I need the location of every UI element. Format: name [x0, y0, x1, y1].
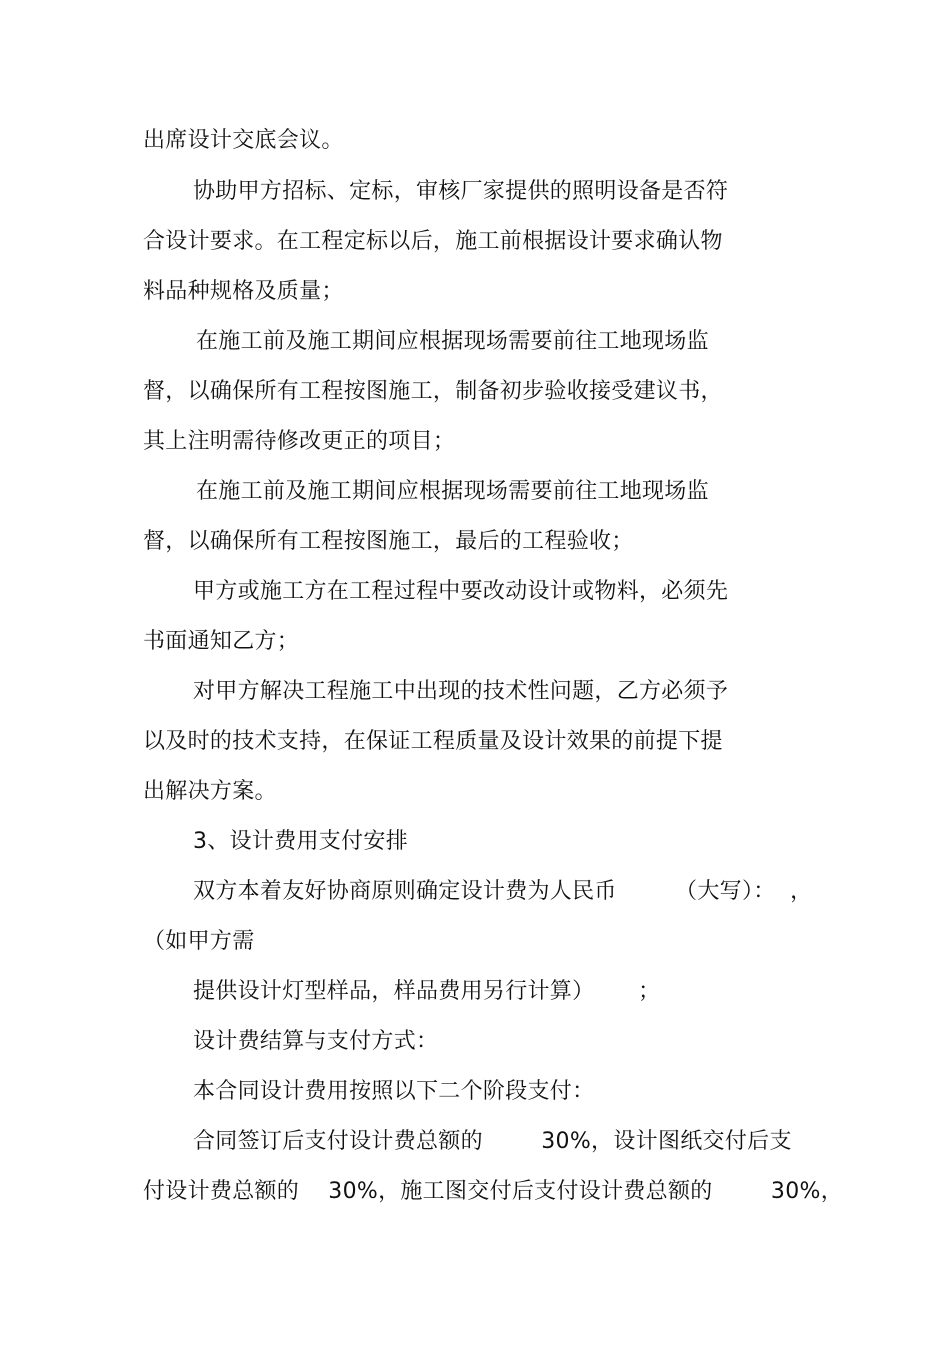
- text-line: 出解决方案。: [143, 779, 277, 804]
- section-heading: 3、设计费用支付安排: [193, 829, 408, 854]
- text-line: 其上注明需待修改更正的项目；: [143, 429, 456, 454]
- text-line: 在施工前及施工期间应根据现场需要前往工地现场监: [196, 479, 709, 504]
- text-line: 在施工前及施工期间应根据现场需要前往工地现场监: [196, 329, 709, 354]
- text-line: 督，以确保所有工程按图施工，最后的工程验收；: [143, 529, 634, 554]
- text-line: 出席设计交底会议。: [143, 128, 344, 153]
- text-line: 提供设计灯型样品，样品费用另行计算） ；: [193, 979, 661, 1004]
- text-line: （如甲方需: [143, 929, 255, 954]
- text-line: 合设计要求。在工程定标以后，施工前根据设计要求确认物: [143, 229, 723, 254]
- text-line: 督，以确保所有工程按图施工，制备初步验收接受建议书，: [143, 379, 723, 404]
- text-line: 甲方或施工方在工程过程中要改动设计或物料，必须先: [193, 579, 729, 604]
- text-line: 对甲方解决工程施工中出现的技术性问题，乙方必须予: [193, 679, 729, 704]
- text-line: 合同签订后支付设计费总额的 30%，设计图纸交付后支: [193, 1129, 792, 1154]
- text-line: 付设计费总额的 30%，施工图交付后支付设计费总额的 30%，: [143, 1179, 844, 1204]
- text-line: 以及时的技术支持，在保证工程质量及设计效果的前提下提: [143, 729, 723, 754]
- text-line: 本合同设计费用按照以下二个阶段支付：: [193, 1079, 595, 1104]
- text-line: 料品种规格及质量；: [143, 279, 344, 304]
- text-line: 设计费结算与支付方式：: [193, 1029, 439, 1054]
- text-line: 协助甲方招标、定标，审核厂家提供的照明设备是否符: [193, 179, 729, 204]
- text-line: 书面通知乙方；: [143, 629, 300, 654]
- text-line: 双方本着友好协商原则确定设计费为人民币 （大写）： ，: [193, 879, 813, 904]
